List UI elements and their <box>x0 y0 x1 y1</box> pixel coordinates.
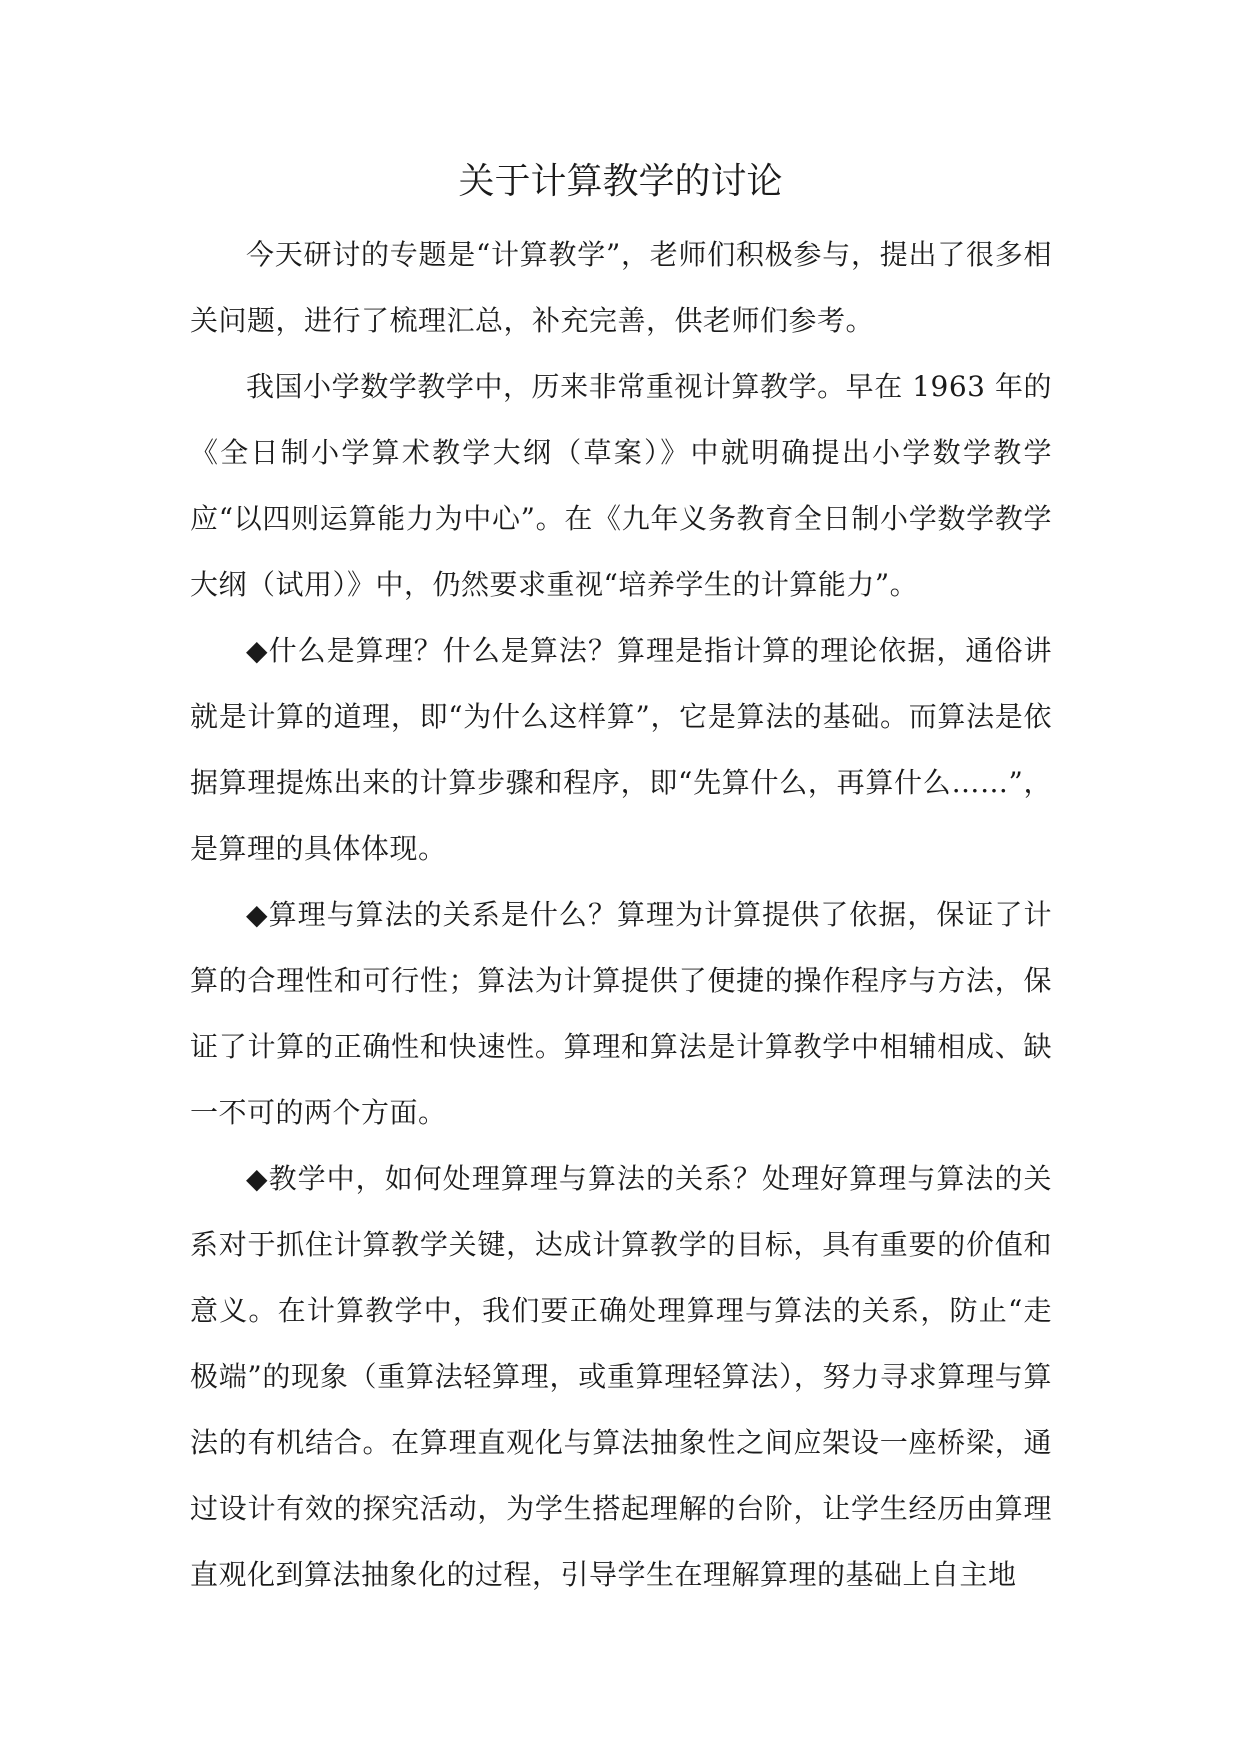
paragraph-teaching: ◆教学中，如何处理算理与算法的关系？处理好算理与算法的关系对于抓住计算教学关键，达成计算教学的目标，具有重要的价值和意义。在计算教学中，我们要正确处理算理与算法的关系，防止“走极端”的现象（重算法轻算理，或重算理轻算法），努力寻求算理与算法的有机结合。在算理直观化与算法抽象性之间应架设一座桥梁，通过设计有效的探究活动，为学生搭起理解的台阶，让学生经历由算理直观化到算法抽象化的过程，引导学生在理解算理的基础上自主地 <box>190 1162 1052 1591</box>
document-body <box>190 222 1052 1608</box>
document-title: 关于计算教学的讨论 <box>458 161 783 202</box>
paragraph-intro: 今天研讨的专题是“计算教学”，老师们积极参与，提出了很多相关问题，进行了梳理汇总，补充完善，供老师们参考。 <box>190 238 1052 337</box>
paragraph-relationship: ◆算理与算法的关系是什么？算理为计算提供了依据，保证了计算的合理性和可行性；算法为计算提供了便捷的操作程序与方法，保证了计算的正确性和快速性。算理和算法是计算教学中相辅相成、缺一不可的两个方面。 <box>190 898 1052 1129</box>
paragraph-definition: ◆什么是算理？什么是算法？算理是指计算的理论依据，通俗讲就是计算的道理，即“为什么这样算”，它是算法的基础。而算法是依据算理提炼出来的计算步骤和程序，即“先算什么，再算什么……”，是算理的具体体现。 <box>190 634 1052 865</box>
paragraph-history: 我国小学数学教学中，历来非常重视计算教学。早在 1963 年的《全日制小学算术教学大纲（草案）》中就明确提出小学数学教学应“以四则运算能力为中心”。在《九年义务教育全日制小学数学教学大纲（试用）》中，仍然要求重视“培养学生的计算能力”。 <box>190 370 1052 601</box>
